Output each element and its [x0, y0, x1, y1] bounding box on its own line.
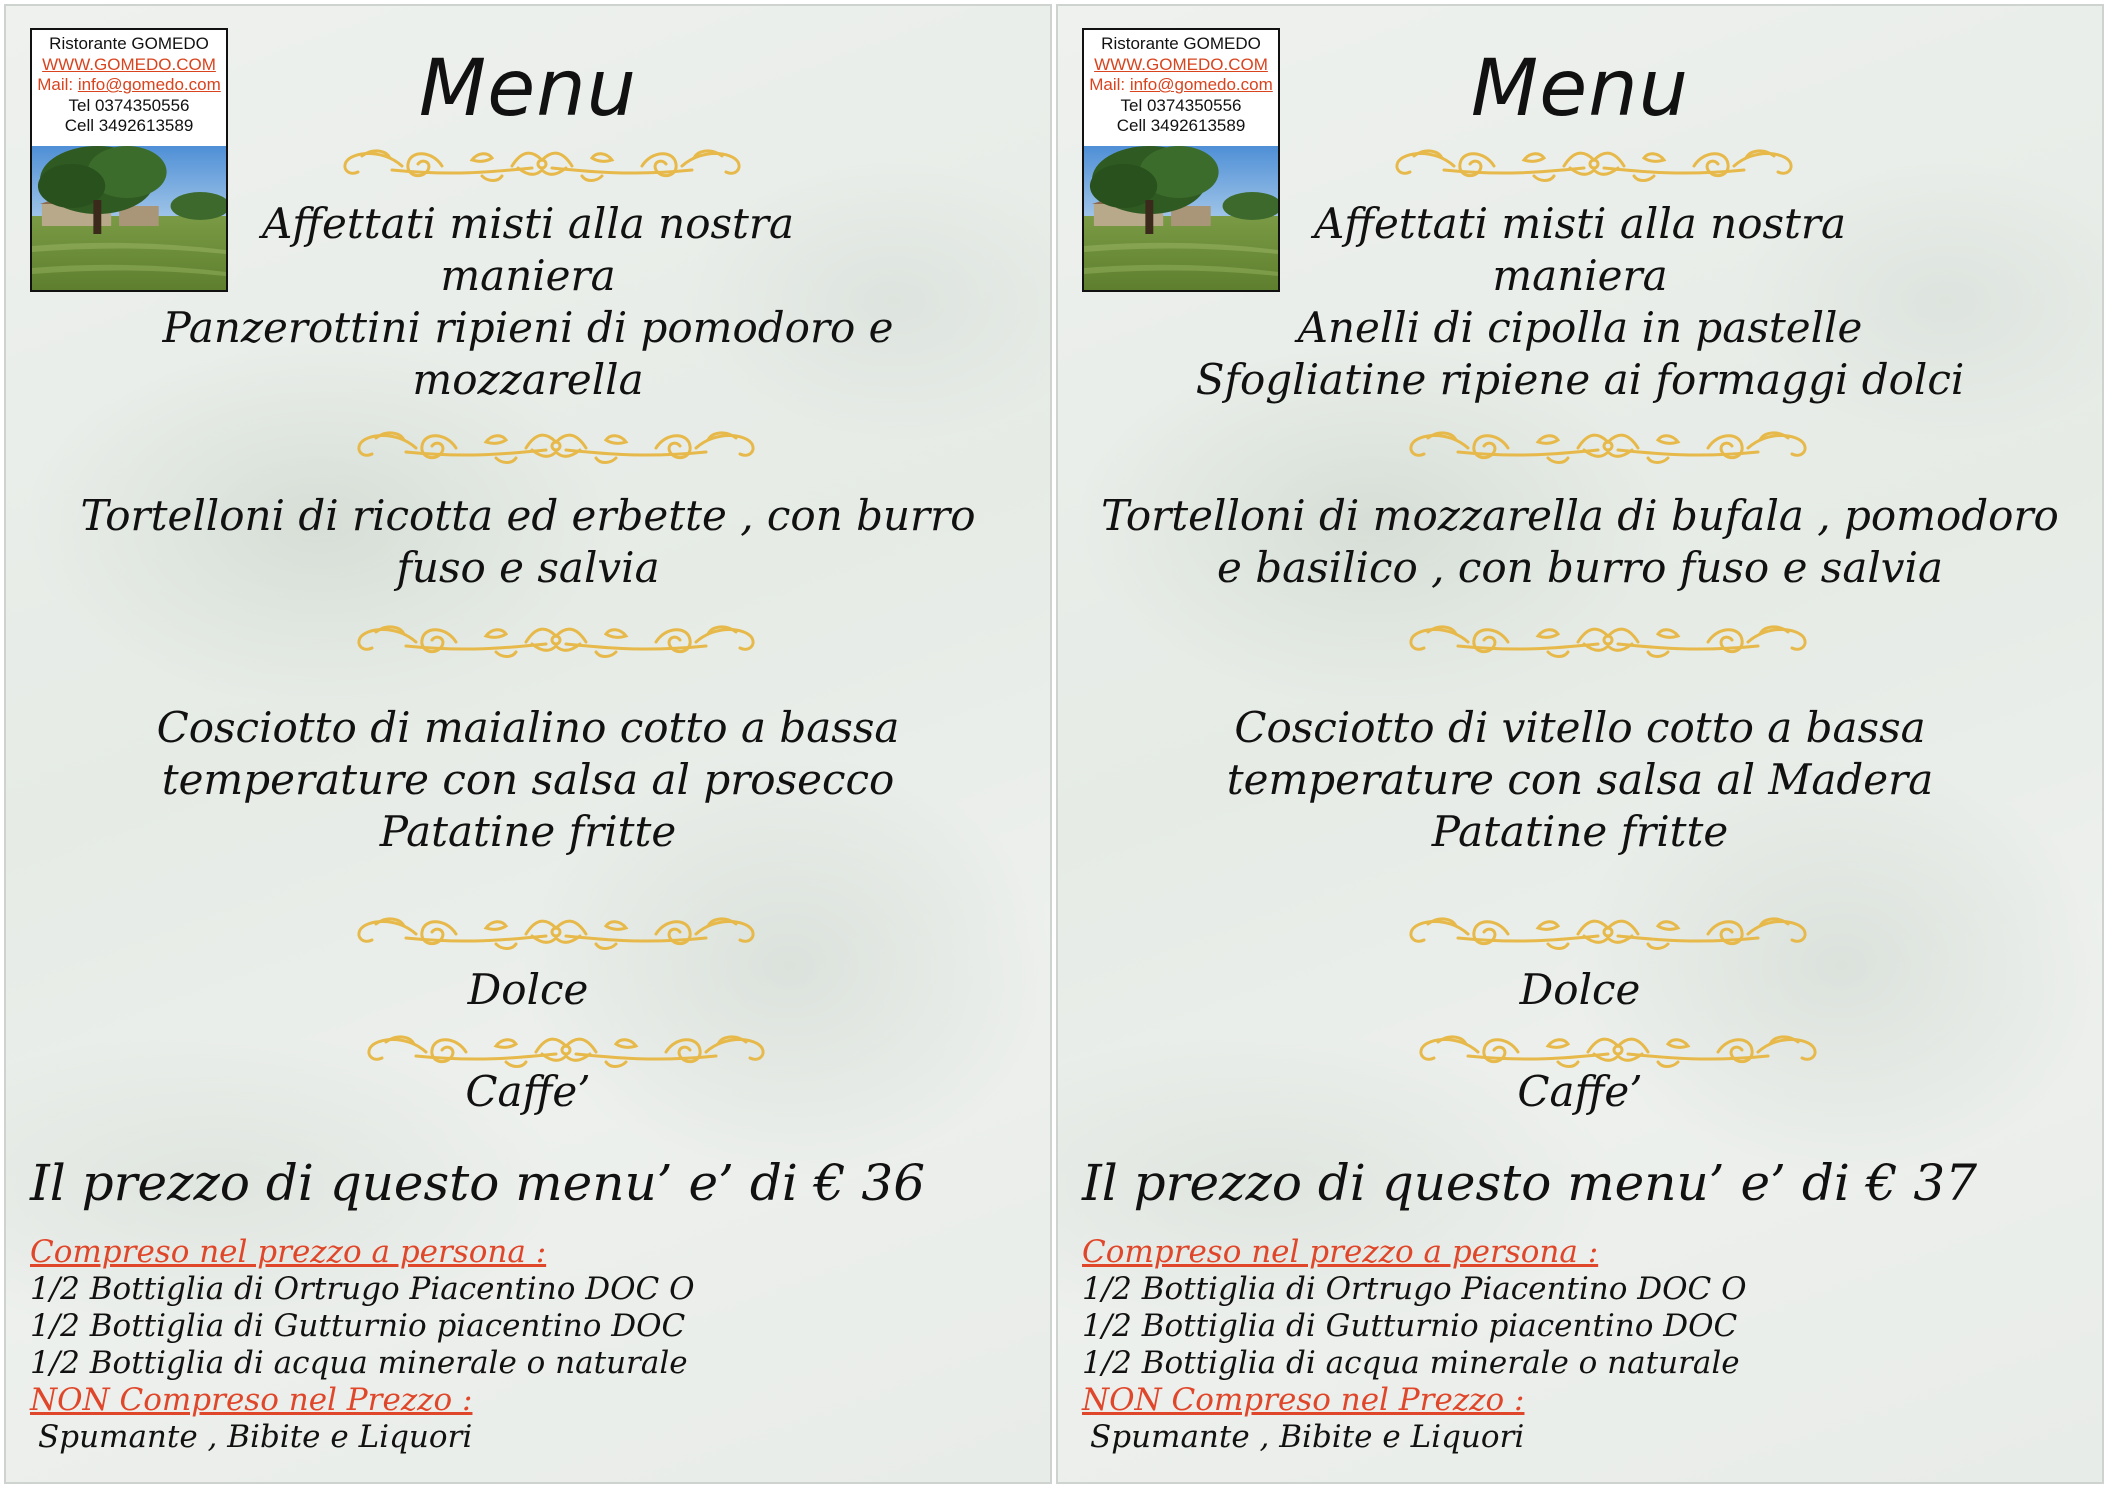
gold-flourish-divider-icon [346, 418, 766, 474]
antipasti-section [46, 198, 1010, 406]
antipasti-section [1098, 198, 2062, 406]
not-included-items: Spumante , Bibite e Liquori [38, 1419, 473, 1455]
included-item: 1/2 Bottiglia di Ortrugo Piacentino DOC O [1082, 1271, 1747, 1307]
menu-title: Menu [418, 44, 638, 134]
dish-line: temperature con salsa al prosecco [161, 755, 895, 804]
included-item: 1/2 Bottiglia di Gutturnio piacentino DOC [1082, 1308, 1738, 1344]
included-item: 1/2 Bottiglia di acqua minerale o naturale [1082, 1345, 1740, 1381]
included-section [1082, 1234, 1747, 1456]
menu-page-right [1056, 4, 2104, 1484]
not-included-items: Spumante , Bibite e Liquori [1090, 1419, 1525, 1455]
caffe-label: Caffe’ [465, 1067, 591, 1116]
dish-line: mozzarella [412, 355, 644, 404]
included-item: 1/2 Bottiglia di Gutturnio piacentino DOC [30, 1308, 686, 1344]
primo-section [1098, 490, 2062, 594]
website-link[interactable]: WWW.GOMEDO.COM [42, 54, 216, 74]
dish-line: e basilico , con burro fuso e salvia [1217, 543, 1943, 592]
dish-line: maniera [1492, 251, 1668, 300]
phone-number: Tel 0374350556 [1120, 95, 1242, 115]
gold-flourish-divider-icon [346, 612, 766, 668]
secondo-section [46, 702, 1010, 858]
dish-line: Patatine fritte [379, 807, 677, 856]
dolce-label: Dolce [1519, 965, 1641, 1014]
dish-line: Anelli di cipolla in pastelle [1297, 303, 1863, 352]
restaurant-name: Ristorante GOMEDO [49, 34, 209, 53]
gold-flourish-divider-icon [1398, 904, 1818, 960]
dish-line: Affettati misti alla nostra [261, 199, 795, 248]
menu-title: Menu [1470, 44, 1690, 134]
gold-flourish-divider-icon [1398, 418, 1818, 474]
restaurant-name: Ristorante GOMEDO [1101, 34, 1261, 53]
gold-flourish-divider-icon [1384, 136, 1804, 192]
included-header: Compreso nel prezzo a persona : [30, 1234, 547, 1270]
dish-line: Affettati misti alla nostra [1313, 199, 1847, 248]
mail-link[interactable]: info@gomedo.com [77, 75, 221, 94]
not-included-header: NON Compreso nel Prezzo : [30, 1382, 473, 1418]
dish-line: Patatine fritte [1431, 807, 1729, 856]
mail-label: Mail: [37, 75, 78, 94]
gold-flourish-divider-icon [332, 136, 752, 192]
dish-line: maniera [440, 251, 616, 300]
menu-price: Il prezzo di questo menu’ e’ di € 36 [30, 1154, 926, 1212]
dish-line: temperature con salsa al Madera [1226, 755, 1934, 804]
secondo-section [1098, 702, 2062, 858]
dish-line: fuso e salvia [396, 543, 660, 592]
cell-number: Cell 3492613589 [64, 116, 194, 135]
phone-number: Tel 0374350556 [68, 95, 190, 115]
included-item: 1/2 Bottiglia di Ortrugo Piacentino DOC O [30, 1271, 695, 1307]
gold-flourish-divider-icon [346, 904, 766, 960]
not-included-header: NON Compreso nel Prezzo : [1082, 1382, 1525, 1418]
dolce-label: Dolce [467, 965, 589, 1014]
menu-page-left [4, 4, 1052, 1484]
caffe-label: Caffe’ [1517, 1067, 1643, 1116]
dish-line: Tortelloni di mozzarella di bufala , pomodoro [1101, 491, 2059, 540]
dish-line: Sfogliatine ripiene ai formaggi dolci [1195, 355, 1965, 404]
menu-price: Il prezzo di questo menu’ e’ di € 37 [1082, 1154, 1978, 1212]
included-item: 1/2 Bottiglia di acqua minerale o naturale [30, 1345, 688, 1381]
dish-line: Panzerottini ripieni di pomodoro e [162, 303, 894, 352]
primo-section [46, 490, 1010, 594]
dish-line: Cosciotto di maialino cotto a bassa [156, 703, 900, 752]
dish-line: Cosciotto di vitello cotto a bassa [1234, 703, 1926, 752]
included-header: Compreso nel prezzo a persona : [1082, 1234, 1599, 1270]
cell-number: Cell 3492613589 [1116, 116, 1246, 135]
gold-flourish-divider-icon [1398, 612, 1818, 668]
mail-link[interactable]: info@gomedo.com [1129, 75, 1273, 94]
website-link[interactable]: WWW.GOMEDO.COM [1094, 54, 1268, 74]
included-section [30, 1234, 695, 1456]
mail-label: Mail: [1089, 75, 1130, 94]
dish-line: Tortelloni di ricotta ed erbette , con burro [80, 491, 976, 540]
